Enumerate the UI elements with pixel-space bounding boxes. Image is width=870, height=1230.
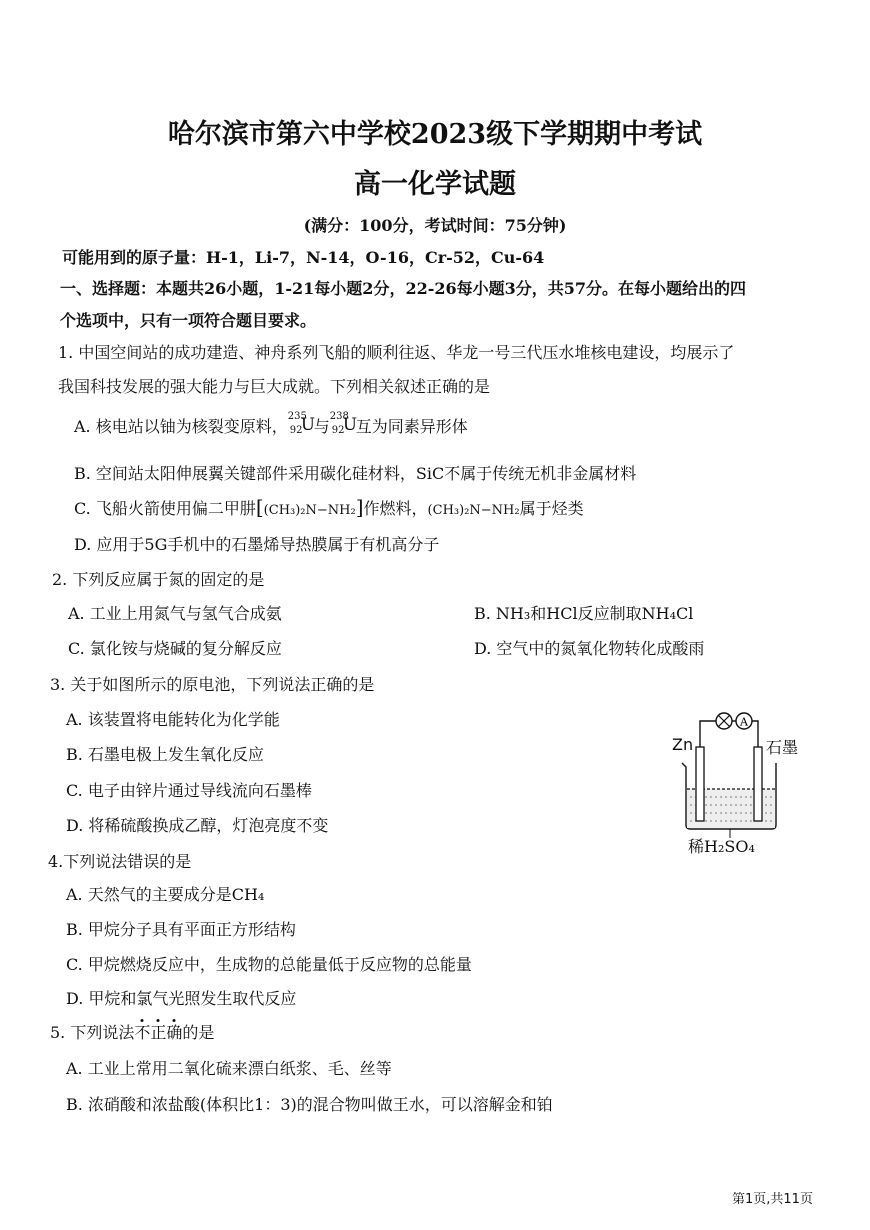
q4-option-c: C. 甲烷燃烧反应中，生成物的总能量低于反应物的总能量: [66, 955, 472, 974]
q3-option-d: D. 将稀硫酸换成乙醇，灯泡亮度不变: [66, 816, 329, 835]
q2-option-d: D. 空气中的氮氧化物转化成酸雨: [474, 639, 705, 658]
atomic-masses: 可能用到的原子量：H-1，Li-7，N-14，O-16，Cr-52，Cu-64: [62, 248, 545, 267]
q1-option-a: A. 核电站以铀为核裂变原料， 235 92 U 与 238 92 U 互为同素异形体: [74, 411, 468, 436]
q1-stem-line1: 1. 中国空间站的成功建造、神舟系列飞船的顺利往返、华龙一号三代压水堆核电建设，均展示了: [58, 343, 735, 362]
q4-option-d: D. 甲烷和氯气光照发生取代反应: [66, 989, 297, 1008]
formula-udmh-2: (CH₃)₂N−NH₂: [427, 503, 520, 518]
q3-option-c: C. 电子由锌片通过导线流向石墨棒: [66, 781, 312, 800]
page-number: 第1页,共11页: [732, 1192, 813, 1207]
q4-option-a: A. 天然气的主要成分是CH₄: [66, 885, 265, 904]
q5-stem: 5. 下列说法不正确的是: [50, 1023, 215, 1042]
zinc-electrode: [696, 747, 704, 821]
q1-option-b: B. 空间站太阳伸展翼关键部件采用碳化硅材料，SiC不属于传统无机非金属材料: [74, 464, 637, 483]
q2-option-c: C. 氯化铵与烧碱的复分解反应: [68, 639, 282, 658]
isotope-u238: 238 92 U: [329, 411, 358, 436]
q4-option-b: B. 甲烷分子具有平面正方形结构: [66, 920, 296, 939]
section-instruction-line2: 个选项中，只有一项符合题目要求。: [60, 311, 317, 330]
graphite-label: 石墨: [766, 738, 799, 757]
exam-title: 哈尔滨市第六中学校2023级下学期期中考试: [167, 119, 703, 150]
q2-stem: 2. 下列反应属于氮的固定的是: [52, 570, 265, 589]
exam-subject-title: 高一化学试题: [354, 169, 516, 200]
ammeter-label: A: [740, 715, 748, 729]
q3-option-a: A. 该装置将电能转化为化学能: [66, 710, 280, 729]
q1-option-c: C. 飞船火箭使用偏二甲肼[(CH₃)₂N−NH₂]作燃料，(CH₃)₂N−NH₂属于烃类: [74, 495, 584, 519]
isotope-u235: 235 92 U: [287, 411, 316, 436]
q3-stem: 3. 关于如图所示的原电池，下列说法正确的是: [50, 675, 375, 694]
q2-option-a: A. 工业上用氮气与氢气合成氨: [68, 604, 282, 623]
solution-label: 稀H₂SO₄: [688, 837, 755, 856]
q1-option-a-text: A. 核电站以铀为核裂变原料，: [74, 417, 288, 436]
q1-option-d: D. 应用于5G手机中的石墨烯导热膜属于有机高分子: [74, 535, 440, 554]
q3-option-b: B. 石墨电极上发生氧化反应: [66, 745, 264, 764]
exam-score-time: (满分：100分，考试时间：75分钟): [303, 216, 567, 235]
q5-option-b: B. 浓硝酸和浓盐酸(体积比1：3)的混合物叫做王水，可以溶解金和铂: [66, 1095, 553, 1114]
section-instruction-line1: 一、选择题：本题共26小题，1-21每小题2分，22-26每小题3分，共57分。在每小题给出的四: [60, 279, 747, 298]
q5-option-a: A. 工业上常用二氧化硫来漂白纸浆、毛、丝等: [66, 1059, 392, 1078]
q1-stem-line2: 我国科技发展的强大能力与巨大成就。下列相关叙述正确的是: [58, 377, 491, 396]
q2-option-b: B. NH₃和HCl反应制取NH₄Cl: [474, 604, 694, 623]
q4-stem: 4.下列说法错误的是: [48, 852, 192, 871]
formula-udmh: (CH₃)₂N−NH₂: [263, 503, 356, 518]
graphite-electrode: [754, 747, 762, 821]
zn-label: Zn: [672, 735, 694, 754]
